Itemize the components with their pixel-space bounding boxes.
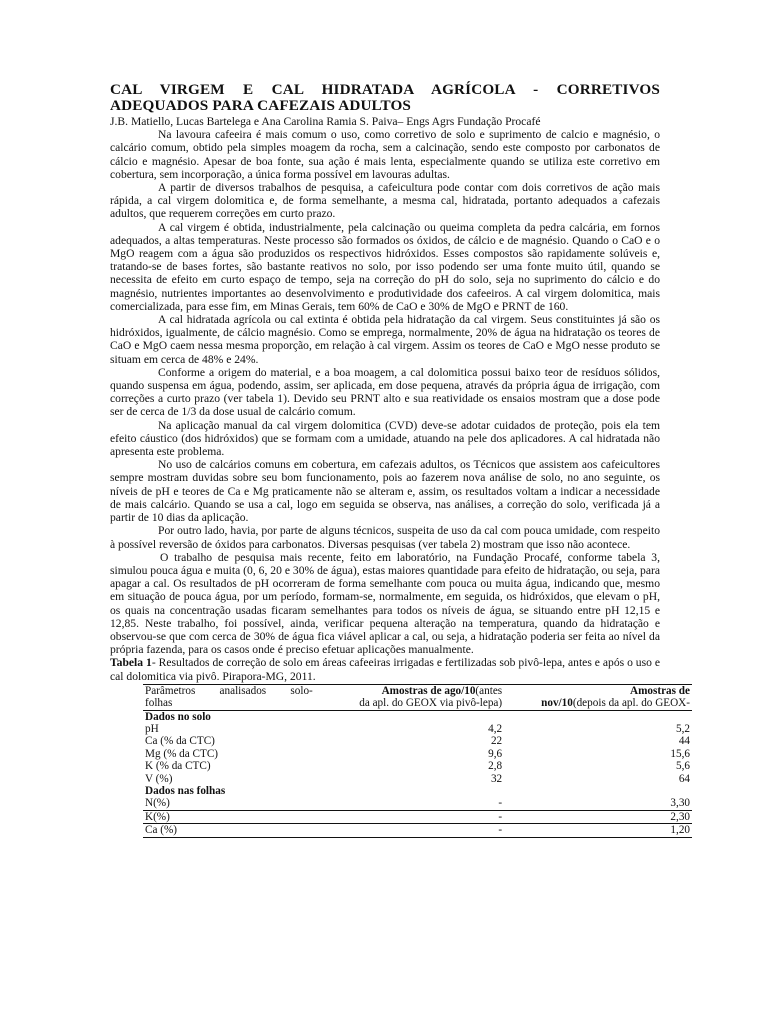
header-param-line2: folhas [145, 697, 173, 710]
aug-value-cell: - [498, 797, 503, 810]
paragraph-1: Na lavoura cafeeira é mais comum o uso, como corretivo de solo e suprimento de calcio e magnésio, o calcário comum, obtido pela simples moagem da rocha, sem a calcinação, sendo este composto por carbonatos de cálcio e magnésio. Apesar de boa fonte, sua ação é mais lenta, especialmente quando se utiliza este corretivo em cobertura, sem incorporação, a única forma possível em lavouras adultas. [110, 128, 660, 181]
aug-value-cell: - [498, 824, 503, 837]
aug-value-cell: 32 [490, 772, 503, 785]
nov-value-cell: 44 [678, 735, 690, 748]
header-parameters [143, 684, 315, 710]
header-nov-subtitle: (depois da apl. do GEOX- [572, 697, 690, 710]
table-row [143, 748, 692, 760]
paragraph-6: Na aplicação manual da cal virgem dolomitica (CVD) deve-se adotar cuidados de proteção, pois ela tem efeito cáustico (dos hidróxidos) que se formam com a umidade, atuando na pele dos aplicadores. A cal hidratada não apresenta este problema. [110, 418, 660, 459]
table-row [143, 760, 692, 772]
param-cell: Mg (% da CTC) [145, 747, 219, 760]
param-cell: K(%) [145, 810, 170, 823]
header-aug-title: Amostras de ago/10 [381, 684, 476, 697]
header-nov-date: nov/10 [541, 697, 573, 710]
aug-value-cell: 2,8 [488, 760, 503, 773]
table-header-row [143, 684, 692, 710]
paragraph-2: A partir de diversos trabalhos de pesquisa, a cafeicultura pode contar com dois corretivos de ação mais rápida, a cal virgem dolomitica e, de forma semelhante, a mesma cal, hidratada, portanto adequados a cafezais adultos, que requerem correções em curto prazo. [110, 181, 660, 221]
param-cell: pH [145, 722, 159, 735]
section-title-leaves: Dados nas folhas [145, 784, 226, 797]
nov-value-cell: 2,30 [670, 810, 690, 823]
header-nov-samples [504, 684, 692, 710]
nov-value-cell: 3,30 [670, 797, 690, 810]
results-table [143, 684, 692, 838]
table-row [143, 824, 692, 837]
nov-value-cell: 5,6 [676, 760, 690, 773]
paragraph-4: A cal hidratada agrícola ou cal extinta é obtida pela hidratação da cal virgem. Seus constituintes já são os hidróxidos, igualmente, de cálcio magnésio. Como se emprega, normalmente, 20% de água na hidratação os teores de CaO e MgO caem nessa mesma proporção, em relação à cal virgem. Assim os teores de CaO e MgO nesse produto se situam em cerca de 48% e 24%. [110, 313, 660, 366]
aug-value-cell: 22 [490, 735, 503, 748]
aug-value-cell: 4,2 [488, 722, 503, 735]
nov-value-cell: 1,20 [670, 824, 690, 837]
header-aug-suffix: (antes [475, 684, 503, 697]
section-title-soil: Dados no solo [145, 710, 211, 723]
table-row [143, 810, 692, 823]
document-title: CAL VIRGEM E CAL HIDRATADA AGRÍCOLA - CORRETIVOS ADEQUADOS PARA CAFEZAIS ADULTOS [110, 81, 660, 114]
table-row [143, 797, 692, 810]
param-cell: K (% da CTC) [145, 760, 211, 773]
nov-value-cell: 64 [678, 772, 690, 785]
aug-value-cell: 9,6 [488, 747, 503, 760]
param-cell: V (%) [145, 772, 173, 785]
header-nov-title: Amostras de [630, 684, 690, 697]
header-aug-samples [315, 684, 504, 710]
param-cell: Ca (% da CTC) [145, 735, 215, 748]
paragraph-5: Conforme a origem do material, e a boa moagem, a cal dolomitica possui baixo teor de resíduos sólidos, quando suspensa em água, podendo, assim, ser aplicada, em dose pequena, através da própria água de irrigação, com correções a curto prazo (ver tabela 1). Devido seu PRNT alto e sua reatividade os ensaios mostram que a dose pode ser de cerca de 1/3 da dose usual de calcário comum. [110, 365, 660, 419]
param-cell: N(%) [145, 797, 170, 810]
section-row-leaves [143, 785, 692, 797]
table-row [143, 773, 692, 785]
paragraph-9: O trabalho de pesquisa mais recente, feito em laboratório, na Fundação Procafé, conforme tabela 3, simulou pouca água e muita (0, 6, 20 e 30% de água), estas maiores quantidade para efeito de hidratação, ou seja, para apagar a cal. Os resultados de pH ocorreram de forma semelhante com pouca ou muita água, indicando que, mesmo em situação de pouca água, por um período, formam-se, normalmente, em seguida, os hidróxidos, que elevam o pH, os quais na concentração usadas ficaram semelhantes para todos os níveis de água, se situando entre pH 12,15 e 12,85. Neste trabalho, foi possível, ainda, verificar pequena alteração na temperatura, quando da hidratação e observou-se que com cerca de 30% de água fica viável aplicar a cal, ou seja, a hidratação poderia ser feita ao nível da própria fazenda, para os casos onde é preciso efetuar aplicações manualmente. [110, 550, 660, 657]
nov-value-cell: 5,2 [676, 722, 690, 735]
nov-value-cell: 15,6 [670, 747, 690, 760]
table-caption-text: - Resultados de correção de solo em áreas cafeeiras irrigadas e fertilizadas sob pivô-lepa, antes e após o uso e cal dolomitica via pivô. Pirapora-MG, 2011. [110, 656, 660, 683]
table-caption-label: Tabela 1 [110, 656, 152, 670]
table-row [143, 723, 692, 735]
table-caption [110, 656, 660, 682]
paragraph-7: No uso de calcários comuns em cobertura, em cafezais adultos, os Técnicos que assistem aos cafeicultores sempre mostram duvidas sobre seu bom funcionamento, pois ao fazerem nova análise de solo, no ano seguinte, os níveis de pH e teores de Ca e Mg praticamente não se alteram e, assim, os resultados voltam a indicar a necessidade de mais calcário. Quando se usa a cal, logo em seguida se observa, nas análises, a correção do solo, verificada já a partir de 10 dias da aplicação. [110, 458, 660, 525]
aug-value-cell: - [498, 810, 503, 823]
header-param-line1: Parâmetros analisados solo- [145, 684, 313, 697]
section-row-soil [143, 710, 692, 723]
paragraph-3: A cal virgem é obtida, industrialmente, pela calcinação ou queima completa da pedra calcária, em fornos adequados, a altas temperaturas. Neste processo são formados os óxidos, de cálcio e de magnésio. Quando o CaO e o MgO reagem com a água são produzidos os respectivos hidróxidos. Esses compostos são rapidamente solúveis e, tratando-se de bases fortes, são bastante reativos no solo, por isso podendo ser uma fonte muito útil, quando se necessita de efeito em curto espaço de tempo, seja na correção do pH do solo, seja no suprimento do cálcio e do magnésio, nutrientes importantes ao desenvolvimento e produtividade dos cafeeiros. A cal virgem dolomitica, mais comercializada, para esse fim, em Minas Gerais, tem 60% de CaO e 30% de MgO e PRNT de 160. [110, 220, 660, 313]
header-aug-subtitle: da apl. do GEOX via pivô-lepa) [359, 697, 503, 710]
authors-line: J.B. Matiello, Lucas Bartelega e Ana Carolina Ramia S. Paiva– Engs Agrs Fundação Procafé [110, 115, 541, 128]
param-cell: Ca (%) [145, 824, 177, 837]
paragraph-8: Por outro lado, havia, por parte de alguns técnicos, suspeita de uso da cal com pouca umidade, com respeito à possível reversão de óxidos para carbonatos. Diversas pesquisas (ver tabela 2) mostram que isso não acontece. [110, 524, 660, 551]
table-row [143, 735, 692, 747]
